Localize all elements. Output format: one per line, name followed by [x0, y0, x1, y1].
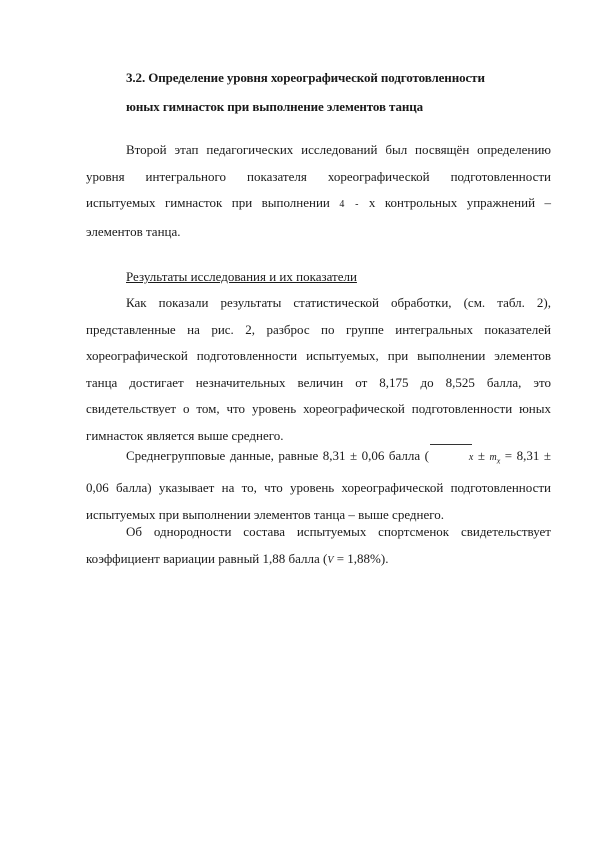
v-symbol: V: [327, 554, 334, 566]
m-symbol: m: [489, 452, 497, 463]
x-mean-symbol: x: [429, 445, 473, 472]
paragraph-variation-text-a: Об однородности состава испытуемых спортсменок свидетельствует коэффициент вариации равный 1,88 балла (: [86, 524, 551, 566]
paragraph-results-text: Как показали результаты статистической обработки, (см. табл. 2), представленные на рис. 2, разброс по группе интегральных показателей хореографической подготовленности испытуемых, при выполнении элементов танца достигает незначительных величин от 8,175 до 8,525 балла, это свидетельствует о том, что уровень хореографической подготовленности юных гимнасток является выше среднего.: [86, 295, 551, 443]
paragraph-intro-text-b: х контрольных упражнений – элементов танца.: [86, 195, 551, 239]
m-subscript-x: x: [496, 456, 501, 466]
subtitle-block: [86, 264, 551, 291]
paragraph-variation-text-b: = 1,88%).: [333, 550, 389, 566]
paragraph-results: [86, 290, 551, 449]
exercise-count: 4 -: [339, 199, 360, 210]
results-subtitle: Результаты исследования и их показатели: [126, 269, 357, 284]
section-heading: [126, 63, 546, 121]
plus-minus-symbol: ±: [473, 448, 490, 463]
paragraph-variation: [86, 519, 551, 574]
paragraph-intro: [86, 137, 551, 245]
paragraph-mean-text-a: Среднегрупповые данные, равные 8,31 ± 0,06 балла (: [126, 448, 429, 463]
paragraph-mean-text-b: = 8,31 ± 0,06 балла) указывает на то, что уровень хореографической подготовленности испытуемых при выполнении элементов танца – выше среднего.: [86, 448, 551, 522]
heading-line-2: юных гимнасток при выполнение элементов танца: [126, 99, 424, 114]
paragraph-intro-text-a: Второй этап педагогических исследований был посвящён определению уровня интегрального показателя хореографической подготовленности испытуемых гимнасток при выполнении: [86, 142, 551, 210]
paragraph-mean: [86, 443, 551, 528]
heading-line-1: 3.2. Определение уровня хореографической подготовленности: [126, 70, 485, 85]
